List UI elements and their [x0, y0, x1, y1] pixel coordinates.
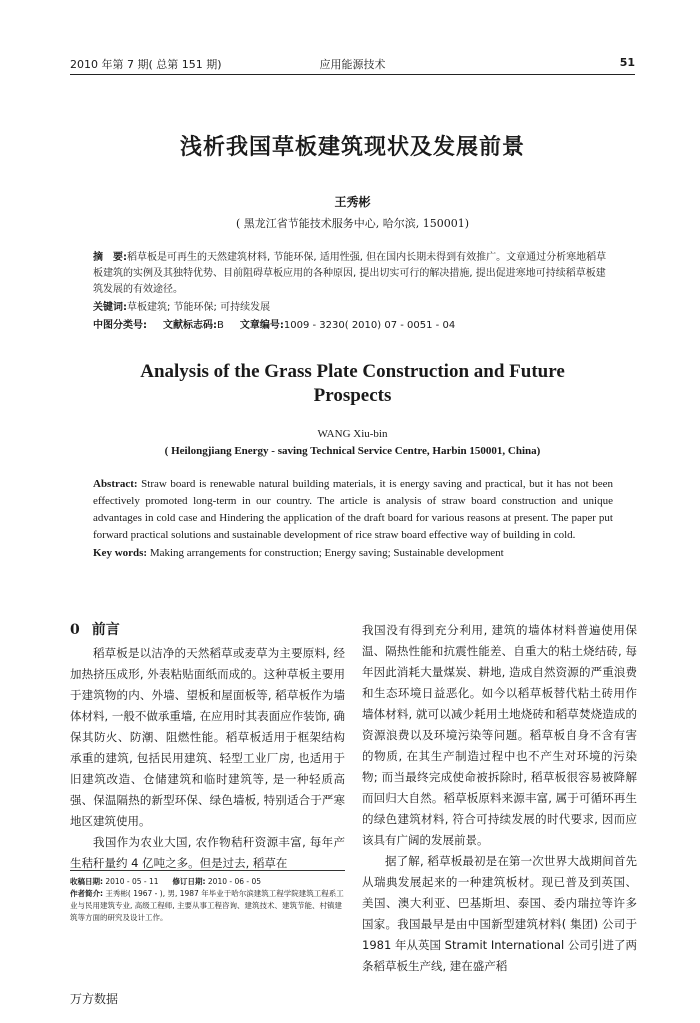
english-author: WANG Xiu-bin — [317, 428, 388, 440]
chinese-abstract — [93, 250, 613, 298]
paragraph: 据了解, 稻草板最初是在第一次世界大战期间首先从瑞典发展起来的一种建筑板材。现已普及到英国、美国、澳大利亚、巴基斯坦、泰国、委内瑞拉等许多国家。我国最早是由中国新型建筑材料( 集团) 公司于 1981 年从英国 Stramit International 公司引进了两条稻草板生产线, 建在盛产稻 — [362, 854, 637, 973]
en-keywords-label: Key words: — [93, 547, 148, 559]
abstract-text: 稻草板是可再生的天然建筑材料, 节能环保, 适用性强, 但在国内长期未得到有效推广。文章通过分析寒地稻草板建筑的实例及其独特优势、目前阻碍草板应用的各种原因, 提出切实可行的解决措施, 提出促进寒地可持续稻草板建筑发展的有效途径。 — [93, 252, 607, 295]
chinese-abstract-block — [93, 250, 613, 334]
issue-info: 2010 年第 7 期( 总第 151 期) — [70, 58, 222, 71]
keywords-text: 草板建筑; 节能环保; 可持续发展 — [127, 302, 271, 313]
page-number: 51 — [619, 56, 635, 69]
section-heading — [70, 620, 345, 641]
en-abstract-text: Straw board is renewable natural building materials, it is energy saving and practical, but it has not been effectively promoted long-term in our country. The article is analysis of straw board construction and unique advantages in cold case and Hindering the application of the draft board for various reasons at present. The paper put forward practical solutions and sustainable development of rice straw board effective way of building in cold. — [93, 478, 613, 541]
left-column — [70, 620, 345, 874]
chinese-keywords — [93, 300, 613, 316]
journal-name: 应用能源技术 — [319, 58, 386, 71]
english-title: Analysis of the Grass Plate Construction and Future Prospects — [140, 361, 565, 406]
header-divider — [70, 74, 635, 75]
right-column — [362, 620, 637, 977]
classification-row — [93, 318, 613, 334]
article-code: 文章编号:1009 - 3230( 2010) 07 - 0051 - 04 — [239, 320, 456, 331]
footnote — [70, 876, 345, 924]
abstract-label: 摘 要: — [93, 252, 127, 263]
author-bio: 作者简介: 王秀彬( 1967 - ), 男, 1987 年毕业于哈尔滨建筑工程学院建筑工程系工业与民用建筑专业, 高级工程师, 主要从事工程咨询、建筑技术、建筑节能、村镇建筑等方面的研究及设计工作。 — [70, 889, 344, 922]
class-code: 中图分类号: — [93, 320, 147, 331]
paragraph: 我国没有得到充分利用, 建筑的墙体材料普遍使用保温、隔热性能和抗震性能差、自重大的粘土烧结砖, 每年因此消耗大量煤炭、耕地, 造成自然资源的严重浪费和生态环境日益恶化。如今以稻草板替代粘土砖用作墙体材料, 就可以减少耗用土地烧砖和稻草焚烧造成的资源浪费以及环境污染等问题。稻草板自身不含有害的物质, 在其生产制造过程中也不产生对环境的污染物; 而当最终完成使命被拆除时, 稻草板很容易被降解而回归大自然。稻草板原料来源丰富, 属于可循环再生的绿色建筑材料, 符合可持续发展的时代要求, 因而应该具有广阔的发展前景。 — [362, 623, 637, 847]
paragraph: 我国作为农业大国, 农作物秸秆资源丰富, 每年产生秸秆量约 4 亿吨之多。但是过去, 稻草在 — [70, 835, 345, 870]
revised-date: 修订日期: 2010 - 06 - 05 — [172, 877, 262, 886]
english-abstract — [93, 476, 613, 544]
english-keywords — [93, 545, 613, 562]
received-date: 收稿日期: 2010 - 05 - 11 — [70, 877, 159, 886]
section-number: 0 — [70, 622, 80, 638]
en-abstract-label: Abstract: — [93, 478, 138, 490]
chinese-affiliation: ( 黑龙江省节能技术服务中心, 哈尔滨, 150001) — [235, 217, 470, 230]
watermark: 万方数据 — [70, 992, 119, 1006]
doc-code: 文献标志码:B — [163, 320, 224, 331]
section-title: 前言 — [91, 622, 120, 638]
paragraph: 稻草板是以洁净的天然稻草或麦草为主要原料, 经加热挤压成形, 外表粘贴面纸而成的。这种草板主要用于建筑物的内、外墙、望板和屋面板等, 稻草板作为墙体材料, 一般不做承重墙, 在应用时其表面应作装饰, 确保其防火、防潮、阻燃性能。稻草板适用于框架结构承重的建筑, 包括民用建筑、轻型工业厂房, 也适用于旧建筑改造、仓储建筑和临时建筑等, 是一种轻质高强、保温隔热的新型环保、绿色墙板, 特别适合于严寒地区建筑使用。 — [70, 646, 345, 828]
english-affiliation: ( Heilongjiang Energy - saving Technical Service Centre, Harbin 150001, China) — [164, 445, 541, 457]
english-abstract-block — [93, 476, 613, 562]
page-header — [70, 52, 635, 74]
chinese-author: 王秀彬 — [334, 195, 371, 209]
en-keywords-text: Making arrangements for construction; Energy saving; Sustainable development — [149, 547, 504, 559]
date-row — [70, 876, 345, 888]
chinese-title: 浅析我国草板建筑现状及发展前景 — [179, 134, 525, 160]
keywords-label: 关键词: — [93, 302, 127, 313]
footnote-divider — [70, 870, 345, 871]
